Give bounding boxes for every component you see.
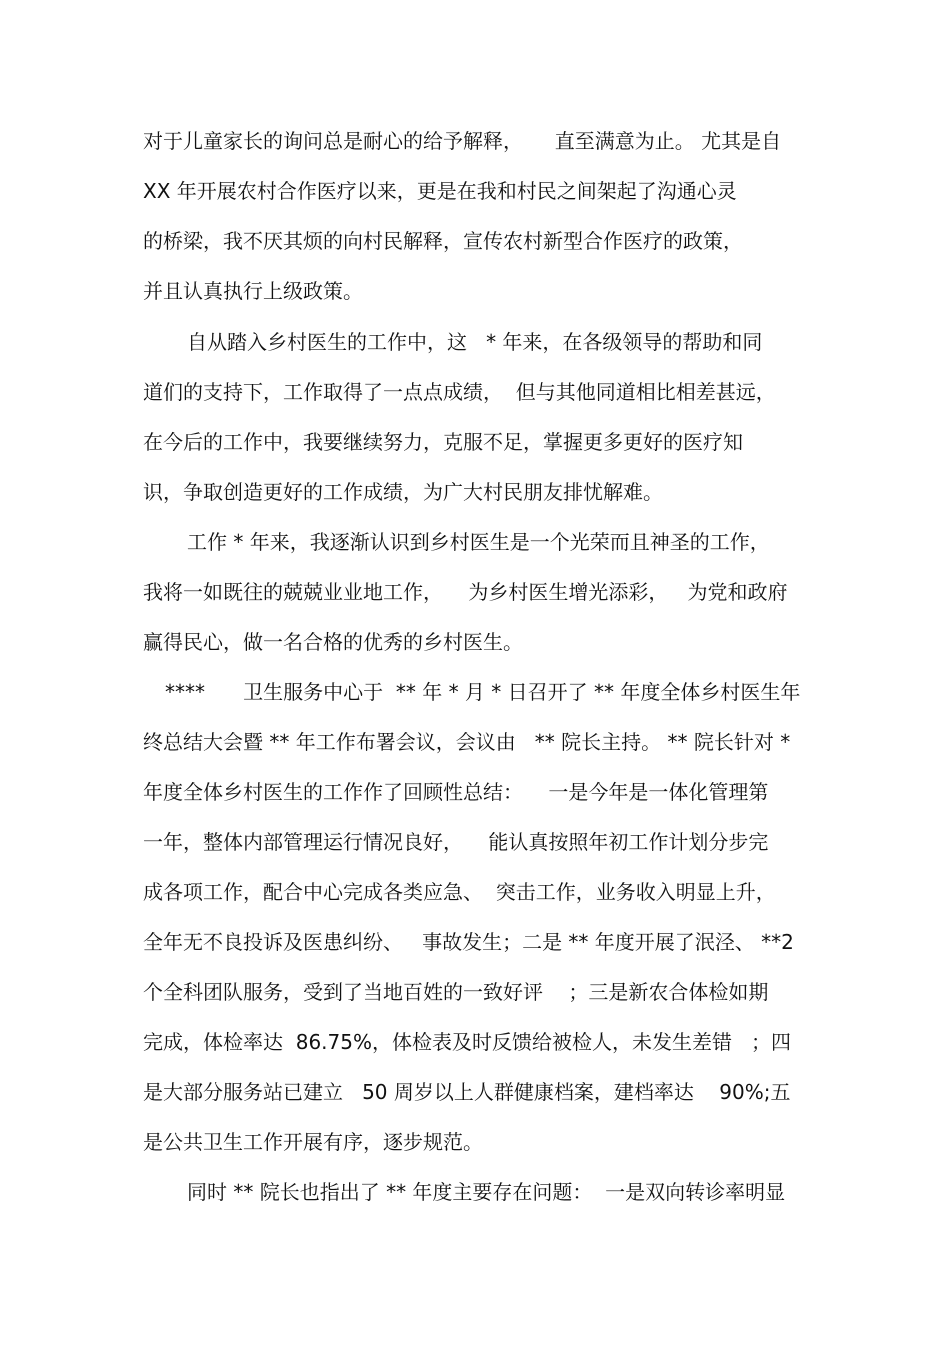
text-line: 赢得民心，做一名合格的优秀的乡村医生。 [143, 630, 523, 654]
text-line: 的桥梁，我不厌其烦的向村民解释，宣传农村新型合作医疗的政策， [143, 229, 743, 253]
text-line: XX 年开展农村合作医疗以来，更是在我和村民之间架起了沟通心灵 [143, 179, 737, 203]
text-line: 完成，体检率达 86.75%，体检表及时反馈给被检人，未发生差错 ；四 [143, 1030, 792, 1054]
text-line: 对于儿童家长的询问总是耐心的给予解释， 直至满意为止。 尤其是自 [143, 129, 782, 153]
text-line: 道们的支持下，工作取得了一点点成绩， 但与其他同道相比相差甚远， [143, 380, 776, 404]
text-line: 个全科团队服务，受到了当地百姓的一致好评 ；三是新农合体检如期 [143, 980, 769, 1004]
text-line: 年度全体乡村医生的工作作了回顾性总结： 一是今年是一体化管理第 [143, 780, 769, 804]
text-line: 同时 ** 院长也指出了 ** 年度主要存在问题： 一是双向转诊率明显 [187, 1180, 786, 1204]
text-line: 在今后的工作中，我要继续努力，克服不足，掌握更多更好的医疗知 [143, 430, 743, 454]
text-line: 并且认真执行上级政策。 [143, 279, 363, 303]
text-line: **** 卫生服务中心于 ** 年 * 月 * 日召开了 ** 年度全体乡村医生年 [165, 680, 801, 704]
text-line: 识，争取创造更好的工作成绩，为广大村民朋友排忧解难。 [143, 480, 663, 504]
text-line: 我将一如既往的兢兢业业地工作， 为乡村医生增光添彩， 为党和政府 [143, 580, 788, 604]
text-line: 全年无不良投诉及医患纠纷、 事故发生；二是 ** 年度开展了泯泾、 **2 [143, 930, 794, 954]
text-line: 工作 * 年来，我逐渐认识到乡村医生是一个光荣而且神圣的工作， [187, 530, 770, 554]
text-line: 一年，整体内部管理运行情况良好， 能认真按照年初工作计划分步完 [143, 830, 769, 854]
text-line: 终总结大会暨 ** 年工作布署会议，会议由 ** 院长主持。 ** 院长针对 * [143, 730, 791, 754]
text-line: 自从踏入乡村医生的工作中，这 * 年来，在各级领导的帮助和同 [187, 330, 763, 354]
text-line: 是公共卫生工作开展有序，逐步规范。 [143, 1130, 483, 1154]
text-line: 成各项工作，配合中心完成各类应急、 突击工作，业务收入明显上升， [143, 880, 776, 904]
text-line: 是大部分服务站已建立 50 周岁以上人群健康档案，建档率达 90%;五 [143, 1080, 791, 1104]
